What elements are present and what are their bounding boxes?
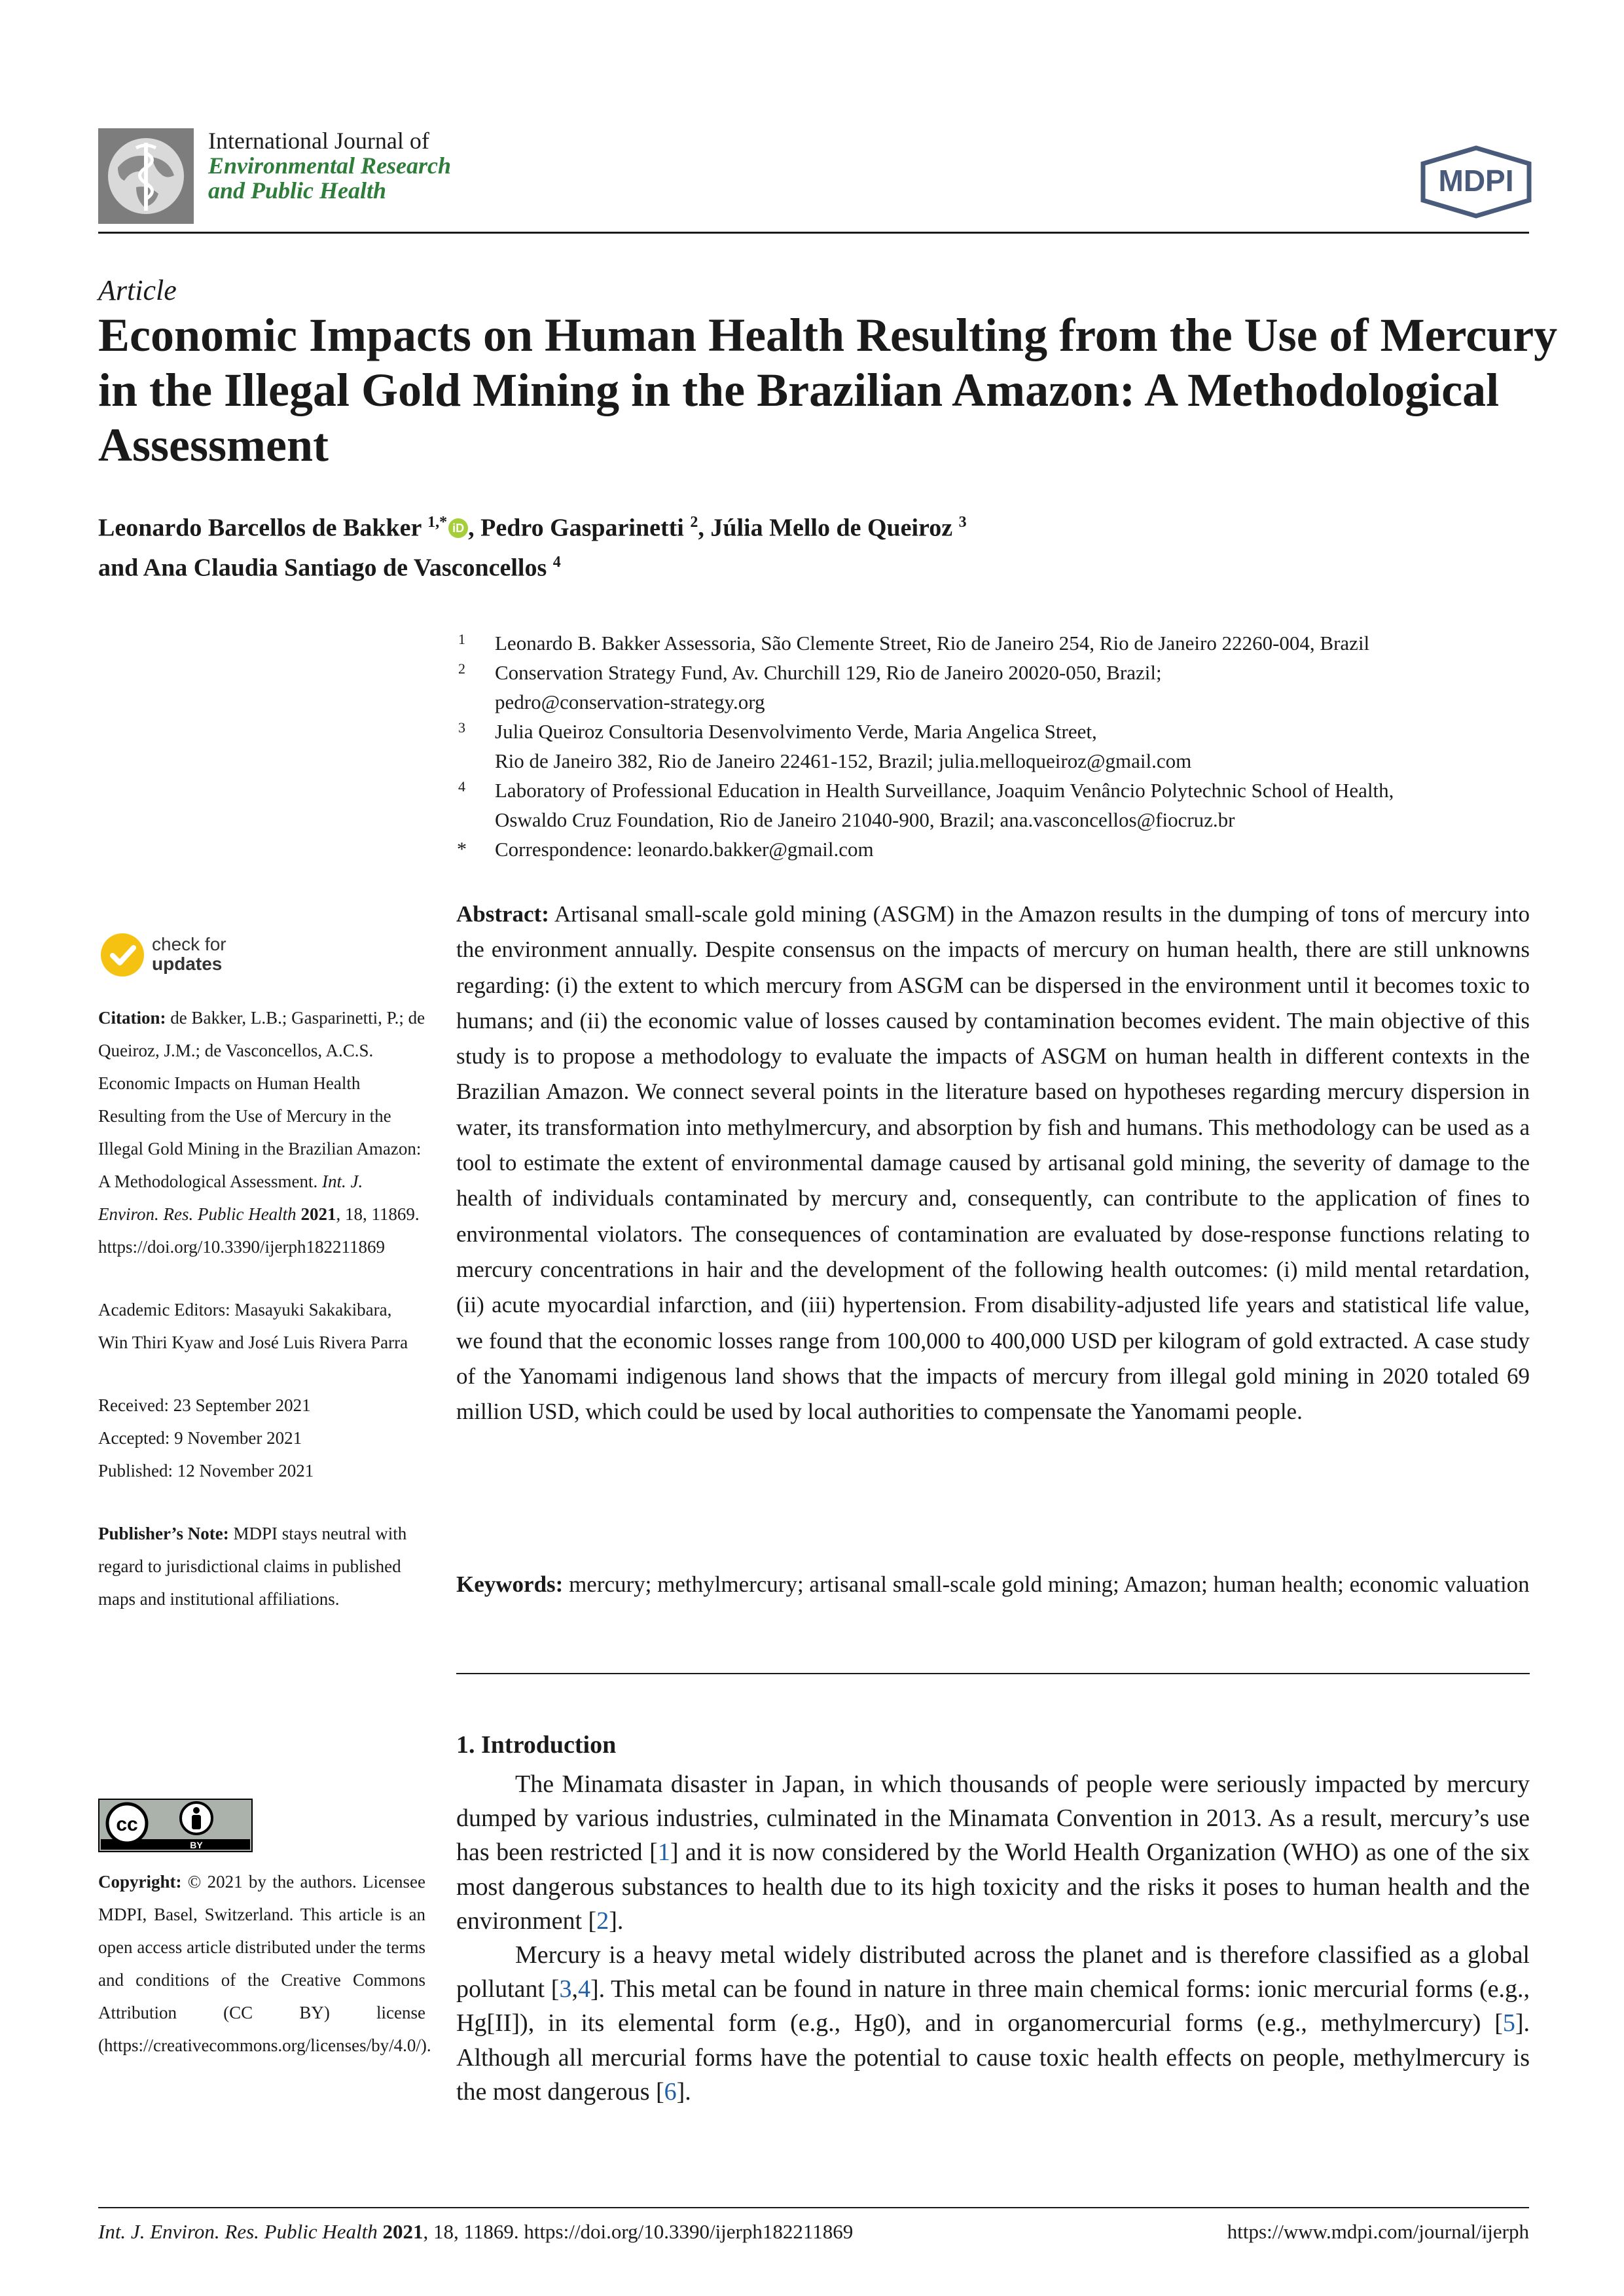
by-text: BY bbox=[190, 1840, 203, 1850]
article-title: Economic Impacts on Human Health Resulting from the Use of Mercury in the Illegal Gold Mining in the Brazilian Amazon: A Methodological Assessment bbox=[98, 309, 1558, 471]
mdpi-logo-text: MDPI bbox=[1438, 164, 1514, 198]
mdpi-logo bbox=[1414, 145, 1538, 219]
affiliation-item bbox=[452, 628, 1551, 658]
affiliation-text: Conservation Strategy Fund, Av. Churchill 129, Rio de Janeiro 20020-050, Brazil; bbox=[495, 661, 1162, 684]
article-type: Article bbox=[98, 274, 177, 306]
journal-name-line3: and Public Health bbox=[208, 177, 387, 204]
check-updates-line2: updates bbox=[152, 954, 223, 974]
author-affiliation-mark: 3 bbox=[958, 514, 967, 531]
author-name: and Ana Claudia Santiago de Vasconcellos bbox=[98, 554, 547, 582]
author-name: Leonardo Barcellos de Bakker bbox=[98, 514, 422, 542]
abstract bbox=[456, 897, 1530, 1429]
article-info-sidebar bbox=[98, 1001, 425, 1615]
affiliation-number: 3 bbox=[458, 719, 465, 736]
reference-link[interactable]: 1 bbox=[657, 1839, 670, 1867]
copyright bbox=[98, 1865, 431, 2062]
paragraph-text: ] and it is now considered by the World Health Organization (WHO) as one of the six most dangerous substances to health due to its high toxicity and the risks it poses to human health and the environment [ bbox=[456, 1839, 1530, 1935]
footer-citation bbox=[98, 2220, 853, 2244]
citation-label: Citation: bbox=[98, 1008, 166, 1028]
introduction-body bbox=[456, 1767, 1530, 2109]
cc-text: cc bbox=[116, 1814, 138, 1835]
publisher-note-label: Publisher’s Note: bbox=[98, 1524, 229, 1543]
affiliations bbox=[452, 628, 1551, 864]
affiliation-text: Julia Queiroz Consultoria Desenvolvimento Verde, Maria Angelica Street, bbox=[495, 720, 1097, 743]
academic-editors: Academic Editors: Masayuki Sakakibara, Win Thiri Kyaw and José Luis Rivera Parra bbox=[98, 1300, 408, 1352]
affiliation-item bbox=[452, 776, 1551, 834]
check-updates-line1: check for bbox=[152, 934, 226, 954]
citation-year: 2021 bbox=[296, 1204, 336, 1224]
correspondence bbox=[452, 834, 1551, 864]
affiliation-text: Leonardo B. Bakker Assessoria, São Clemente Street, Rio de Janeiro 254, Rio de Janeiro 22260-004, Brazil bbox=[495, 632, 1370, 655]
keywords-text: mercury; methylmercury; artisanal small-scale gold mining; Amazon; human health; economic valuation bbox=[563, 1571, 1530, 1597]
author-affiliation-mark: 1,* bbox=[427, 514, 448, 531]
citation-text: de Bakker, L.B.; Gasparinetti, P.; de Queiroz, J.M.; de Vasconcellos, A.C.S. Economic Impacts on Human Health Resulting from the Use of Mercury in the Illegal Gold Mining in the Brazilian Amazon: A Methodological Assessment. bbox=[98, 1008, 425, 1191]
copyright-text: © 2021 by the authors. Licensee MDPI, Basel, Switzerland. This article is an open access article distributed under the terms and conditions of the Creative Commons Attribution (CC BY) license (https://creativecommons.org/licenses/by/4.0/). bbox=[98, 1872, 431, 2055]
author-list bbox=[98, 505, 1276, 584]
journal-name bbox=[208, 128, 451, 203]
paragraph-text: The Minamata disaster in Japan, in which thousands of people were seriously impacted by mercury dumped by various industries, culminated in the Minamata Convention in 2013. As a result, mercury’s use has been restricted [ bbox=[456, 1770, 1530, 1867]
affiliation-item bbox=[452, 717, 1551, 776]
affiliation-number: 4 bbox=[458, 778, 465, 795]
affiliation-number: 1 bbox=[458, 631, 465, 647]
reference-link[interactable]: 6 bbox=[664, 2077, 677, 2106]
citation-journal: Int. J. Environ. Res. Public Health bbox=[98, 1172, 363, 1224]
check-for-updates-button[interactable] bbox=[98, 929, 308, 982]
correspondence-text: Correspondence: leonardo.bakker@gmail.com bbox=[495, 838, 874, 861]
reference-link[interactable]: 5 bbox=[1502, 2009, 1515, 2037]
footer-doi[interactable]: , 18, 11869. https://doi.org/10.3390/ijerph182211869 bbox=[423, 2220, 854, 2243]
publisher-note bbox=[98, 1517, 425, 1615]
author-name: , Pedro Gasparinetti bbox=[468, 514, 684, 542]
paragraph-text: ]. bbox=[609, 1907, 624, 1935]
abstract-label: Abstract: bbox=[456, 901, 549, 927]
footer-year: 2021 bbox=[377, 2220, 424, 2243]
section-heading-introduction: 1. Introduction bbox=[456, 1731, 617, 1759]
keywords-label: Keywords: bbox=[456, 1571, 564, 1597]
paragraph bbox=[456, 1767, 1530, 1938]
paragraph-text: ]. bbox=[676, 2077, 691, 2106]
paragraph-text: , bbox=[571, 1975, 578, 2003]
author-name: , Júlia Mello de Queiroz bbox=[698, 514, 953, 542]
paragraph-text: ]. Although all mercurial forms have the potential to cause toxic health effects on people, methylmercury is the most dangerous [ bbox=[456, 2009, 1530, 2106]
journal-logo-icon bbox=[98, 128, 194, 224]
footer-divider bbox=[98, 2207, 1529, 2208]
affiliation-item bbox=[452, 658, 1551, 717]
journal-name-line2: Environmental Research bbox=[208, 152, 452, 179]
received-date: Received: 23 September 2021 bbox=[98, 1395, 311, 1415]
citation-doi[interactable]: , 18, 11869. https://doi.org/10.3390/ijerph182211869 bbox=[98, 1204, 420, 1257]
affiliation-email[interactable]: pedro@conservation-strategy.org bbox=[495, 691, 765, 713]
affiliation-text: Rio de Janeiro 382, Rio de Janeiro 22461-152, Brazil; julia.melloqueiroz@gmail.com bbox=[495, 749, 1192, 772]
publisher-note-text: MDPI stays neutral with regard to jurisdictional claims in published maps and institutional affiliations. bbox=[98, 1524, 407, 1609]
section-divider bbox=[456, 1673, 1530, 1674]
affiliation-number: 2 bbox=[458, 660, 465, 677]
abstract-text: Artisanal small-scale gold mining (ASGM) in the Amazon results in the dumping of tons of mercury into the environment annually. Despite consensus on the impacts of mercury on human health, there are still unknowns regarding: (i) the extent to which mercury from ASGM can be dispersed in the environment until it becomes toxic to humans; and (ii) the economic value of losses caused by contamination becomes evident. The main objective of this study is to propose a methodology to evaluate the impacts of ASGM on human health in different contexts in the Brazilian Amazon. We connect several points in the literature based on hypotheses regarding mercury dispersion in water, its transformation into methylmercury, and absorption by fish and humans. This methodology can be used as a tool to estimate the extent of environmental damage caused by artisanal gold mining, the severity of damage to the health of individuals contaminated by mercury and, consequently, can contribute to the application of fines to environmental violators. The consequences of contamination are evaluated by dose-response functions relating to mercury concentrations in hair and the development of the following health outcomes: (i) mild mental retardation, (ii) acute myocardial infarction, and (iii) hypertension. From disability-adjusted life years and statistical life value, we found that the economic losses range from 100,000 to 400,000 USD per kilogram of gold extracted. A case study of the Yanomami indigenous land shows that the impacts of mercury from illegal gold mining in 2020 totaled 69 million USD, which could be used by local authorities to compensate the Yanomami people. bbox=[456, 901, 1530, 1425]
accepted-date: Accepted: 9 November 2021 bbox=[98, 1428, 302, 1448]
author-affiliation-mark: 4 bbox=[552, 553, 561, 571]
paragraph bbox=[456, 1938, 1530, 2109]
check-updates-icon bbox=[98, 931, 147, 979]
correspondence-mark: * bbox=[457, 838, 467, 860]
footer-journal-url[interactable]: https://www.mdpi.com/journal/ijerph bbox=[1227, 2220, 1529, 2243]
paragraph-text: ]. This metal can be found in nature in three main chemical forms: ionic mercurial forms (e.g., Hg[II]), in its elemental form (e.g., Hg0), and in organomercurial forms (e.g., methylmercury) [ bbox=[456, 1975, 1530, 2037]
reference-link[interactable]: 4 bbox=[577, 1975, 590, 2003]
footer-journal: Int. J. Environ. Res. Public Health bbox=[98, 2220, 378, 2243]
keywords bbox=[456, 1568, 1530, 1601]
affiliation-text: Oswaldo Cruz Foundation, Rio de Janeiro 21040-900, Brazil; ana.vasconcellos@fiocruz.br bbox=[495, 808, 1235, 831]
citation bbox=[98, 1001, 425, 1263]
affiliation-text: Laboratory of Professional Education in Health Surveillance, Joaquim Venâncio Polytechnic School of Health, bbox=[495, 779, 1394, 802]
author-affiliation-mark: 2 bbox=[690, 514, 698, 531]
paragraph-text: Mercury is a heavy metal widely distributed across the planet and is therefore classified as a global pollutant [ bbox=[456, 1941, 1530, 2003]
header-divider bbox=[98, 232, 1529, 234]
reference-link[interactable]: 2 bbox=[596, 1907, 609, 1935]
published-date: Published: 12 November 2021 bbox=[98, 1461, 314, 1480]
check-updates-label bbox=[152, 935, 226, 974]
cc-by-license-icon[interactable] bbox=[98, 1799, 253, 1852]
copyright-label: Copyright: bbox=[98, 1872, 182, 1892]
orcid-icon[interactable]: iD bbox=[448, 518, 468, 538]
journal-name-line1: International Journal of bbox=[208, 128, 429, 154]
reference-link[interactable]: 3 bbox=[559, 1975, 572, 2003]
